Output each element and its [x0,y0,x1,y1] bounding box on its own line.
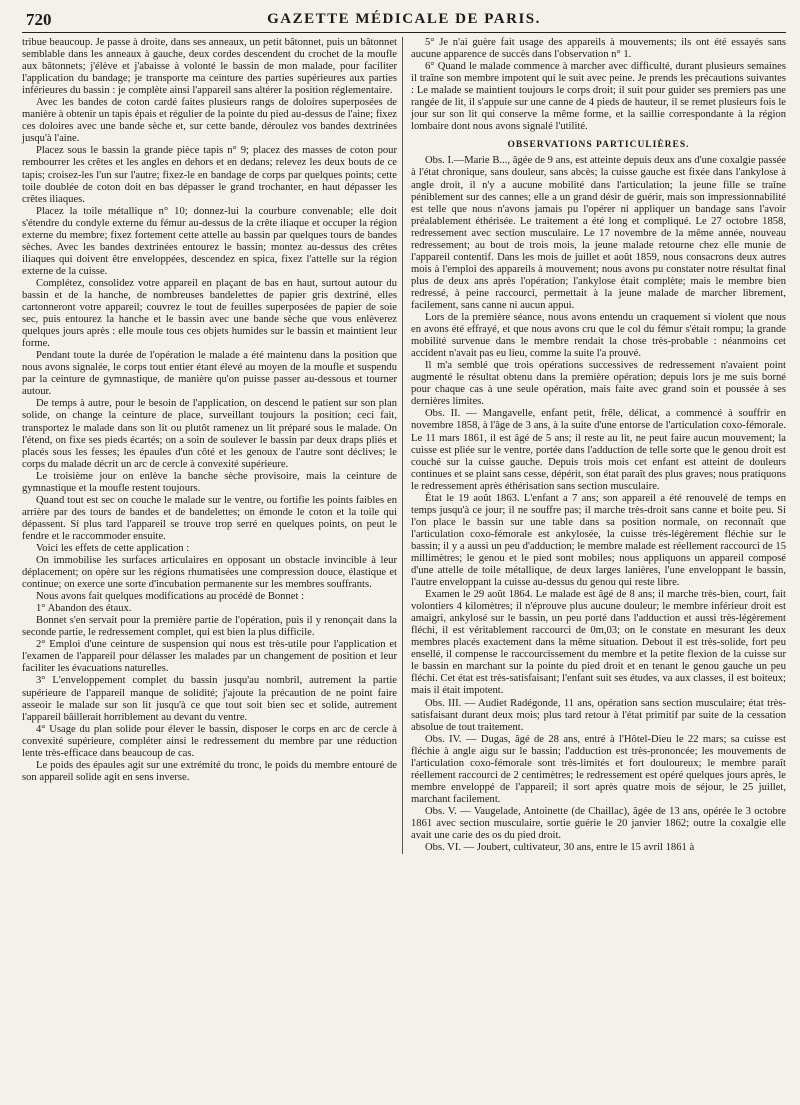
paragraph: 6° Quand le malade commence à marcher avec difficulté, durant plusieurs semaines il traîne son membre impotent qui le suit avec peine. Je prends les précautions suivantes : Le malade se maintient toujours le corps droit; il suit pour guider ses premiers pas une rangée de lit, il s'appuie sur une canne de 4 pieds de hauteur, il se remet plusieurs fois le jour sur son lit qui conserve la même forme, et la saillie correspondante à la région lombaire dont nous avons signalé l'utilité. [411,61,786,133]
paragraph: Nous avons fait quelques modifications au procédé de Bonnet : [36,591,305,603]
right-column [411,37,786,854]
observation-paragraph: Il m'a semblé que trois opérations successives de redressement n'avaient point augmenté le résultat obtenu dans la première opération; depuis lors je me suis borné pour chaque cas à une seule opération, mais faite avec grand soin et poussée à ses dernières limites. [411,360,786,408]
paragraph: Le poids des épaules agit sur une extrémité du tronc, le poids du membre entouré de son appareil solide agit en sens inverse. [22,759,397,783]
page-header [22,6,786,33]
paragraph: 2° Emploi d'une ceinture de suspension qui nous est très-utile pour l'application et l'examen de l'appareil pour délasser les malades par un changement de position et leur faciliter les évacuations naturelles. [22,639,397,675]
paragraph: De temps à autre, pour le besoin de l'application, on descend le patient sur son plan solide, on change la ceinture de place, surveillant toujours la position; ceci fait, transportez le malade dans son lit ou plutôt ramenez un lit préparé sous le malade. On l'étend, on fixe ses pieds écartés; on a soin de soulever le bassin par deux draps pliés et placés sous les fesses; les épaules d'un côté et les genoux de l'autre sont déclives; le corps du malade décrit un arc de cercle à convexité supérieure. [22,398,397,470]
journal-title: GAZETTE MÉDICALE DE PARIS. [267,11,541,27]
paragraph: Voici les effets de cette application : [36,542,190,554]
column-divider [402,37,403,854]
paragraph: Pendant toute la durée de l'opération le malade a été maintenu dans la position que nous avons signalée, le corps tout entier étant élevé au moyen de la moufle et suspendu par la ceinture de gymnastique, de manière qu'on puisse passer au-dessous et tourner autour. [22,350,397,398]
paragraph: Complétez, consolidez votre appareil en plaçant de bas en haut, surtout autour du bassin et de la hanche, de nombreuses bandelettes de papier gris dextriné, elles cartonneront votre appareil; couvrez le tout de feuilles superposées de papier de soie sec, puis entourez la hanche et le bassin avec une bande sèche que vous enlèverez quelques jours après : elle moule tous ces objets humides sur le bassin et maintient leur forme. [22,277,397,350]
paragraph: Quand tout est sec on couche le malade sur le ventre, ou fortifie les points faibles en arrière par des tours de bandes et de bandelettes; on émonde le coton et la toile qui dépassent. Si plus tard l'appareil se trouve trop serré en quelques points, on peut le fendre et le raccommoder ensuite. [22,494,397,542]
text-columns [22,33,786,854]
observations [411,155,786,854]
observation-paragraph: Obs. II. — Mangavelle, enfant petit, frêle, délicat, a commencé à souffrir en novembre 1858, à l'âge de 3 ans, à la suite d'une entorse de l'articulation coxo-fémorale. Le 11 mars 1861, il est âgé de 5 ans; il reste au lit, ne peut faire aucun mouvement; la cuisse est pliée sur le ventre, portée dans l'adduction de telle sorte que le genou droit est couché sur la cuisse gauche. Depuis trois mois cet enfant est atteint de douleurs continues et se plaint sans cesse, dépérit, son état paraît des plus graves; nous pratiquons le redressement après éthérisation sans section musculaire. [411,408,786,492]
paragraph: 5° Je n'ai guère fait usage des appareils à mouvements; ils ont été essayés sans aucune apparence de succès dans l'observation n° 1. [411,37,786,61]
observation-paragraph: Obs. I.—Marie B..., âgée de 9 ans, est atteinte depuis deux ans d'une coxalgie passée à l'état chronique, sans douleur, sans abcès; la cuisse gauche est fixée dans l'ankylose à angle droit, il n'y a aucune mobilité dans l'articulation; la jeune fille se traîne péniblement sur des cannes; elle a un grand désir de guérir, mais son impressionnabilité est telle que nous n'avons jamais pu l'opérer ni appliquer un bandage sans l'avoir préalablement éthérisée. Le traitement a été long et compliqué. Le 27 octobre 1858, redressement avec section musculaire. Le 17 novembre de la même année, nouveau redressement; au bout de trois mois, la jeune malade retourne chez elle munie de l'appareil contentif. Dans les mois de juillet et août 1859, nous consacrons deux autres mois à l'emploi des appareils à mouvement; nous avons pu constater notre résultat final plus de deux ans après l'opération; l'ankylose était complète; mais le membre bien redressé, à peine raccourci, permettait à la jeune malade de marcher librement, facilement, sans canne ni aucun appui. [411,155,786,311]
paragraph: Le troisième jour on enlève la banche sèche provisoire, mais la ceinture de gymnastique et la moufle restent toujours. [22,470,397,494]
observation-paragraph: État le 19 août 1863. L'enfant a 7 ans; son appareil a été renouvelé de temps en temps jusqu'à ce jour; il ne souffre pas; il marche très-droit sans canne et boite peu. Si l'on place le bassin sur une table dans sa position normale, on reconnaît que l'articulation coxo-fémorale est ankylosée, la cuisse très-légèrement fléchie sur le bassin; il y a aussi un peu d'adduction; le membre malade est réellement raccourci de 15 millimètres; le genou et le pied sont mobiles; nous appliquons un appareil composé d'une attelle de toile métallique, de deux larges lanières, l'une enveloppant le bassin, l'autre enveloppant la cuisse au-dessus du genou qui reste libre. [411,492,786,589]
paragraph: Avec les bandes de coton cardé faites plusieurs rangs de doloires superposées de manière à obtenir un tapis épais et régulier de la pointe du pied au-dessus de l'aine; fixez ces doloires avec une bande sèche et, sur cette bande, déroulez vos bandes dextrinées jusqu'à l'aine. [22,97,397,145]
paragraph: 1° Abandon des étaux. [36,603,132,615]
paragraph: 3° L'enveloppement complet du bassin jusqu'au nombril, autrement la partie supérieure de l'appareil manque de solidité; j'ajoute la précaution de ne point faire asseoir le malade sur son lit jusqu'à ce que tout soit bien sec et solide, autrement l'appareil bâillerait horriblement au devant du ventre. [22,675,397,723]
paragraph: tribue beaucoup. Je passe à droite, dans ses anneaux, un petit bâtonnet, puis un bâtonnet semblable dans les anneaux à gauche, deux cordes descendent du crochet de la moufle aux bâtonnets; j'élève et j'abaisse à volonté le bassin de mon malade, pour faciliter l'application du bandage; je transporte ma ceinture des parties supérieures aux parties inférieures du bassin : je complète ainsi l'appareil sans altérer la position réglementaire. [22,37,397,97]
paragraph: Bonnet s'en servait pour la première partie de l'opération, puis il y renonçait dans la seconde partie, le redressement complet, qui est bien la plus difficile. [22,615,397,639]
observation-paragraph: Obs. VI. — Joubert, cultivateur, 30 ans, entre le 15 avril 1861 à [425,842,695,854]
paragraph: On immobilise les surfaces articulaires en opposant un obstacle invincible à leur déplacement; on opère sur les régions rhumatisées une compression douce, élastique et continue; on exerce une sorte d'incubation permanente sur les membres souffrants. [22,555,397,591]
page-number: 720 [26,10,52,29]
paragraph: Placez la toile métallique n° 10; donnez-lui la courbure convenable; elle doit s'étendre du condyle externe du fémur au-dessus de la crête iliaque et occuper la région externe du membre; fixez fortement cette attelle au bassin par quelques tours de bandes sèches. Avec les bandes dextrinées entourez le bassin; montez au-dessus des crêtes iliaques qui doivent être enveloppées, descendez en spica, fixez l'attelle sur la région externe de la cuisse. [22,205,397,277]
observation-paragraph: Obs. IV. — Dugas, âgé de 28 ans, entré à l'Hôtel-Dieu le 22 mars; sa cuisse est fléchie à angle aigu sur le bassin; l'adduction est très-prononcée; les mouvements de l'articulation coxo-fémorale sont très-limités et fort douloureux; le membre paraît réellement raccourci de 2 centimètres; le redressement est opéré quelques jours après, le membre enveloppé de l'appareil; il sort après quatre mois de séjour, le 25 juillet, marchant facilement. [411,733,786,805]
paragraph: Placez sous le bassin la grande pièce tapis n° 9; placez des masses de coton pour rembourrer les crêtes et les angles en dehors et en dedans; relevez les deux bouts de ce tapis; croisez-les l'un sur l'autre; fixez-le en bandage de corps par quelques points; cette toile doublée de coton doit en bas dépasser le grand trochanter, en haut dépasser les crêtes iliaques. [22,145,397,205]
observation-paragraph: Obs. III. — Audiet Radégonde, 11 ans, opération sans section musculaire; état très-satisfaisant durant deux mois; plus tard retour à l'état primitif par suite de la cessation absolue de tout traitement. [411,697,786,733]
paragraph: 4° Usage du plan solide pour élever le bassin, disposer le corps en arc de cercle à convexité supérieure, compléter ainsi le redressement du membre par une réduction lente très-efficace dans beaucoup de cas. [22,723,397,759]
observation-paragraph: Obs. V. — Vaugelade, Antoinette (de Chaillac), âgée de 13 ans, opérée le 3 octobre 1861 avec section musculaire, sortie guérie le 20 janvier 1862; outre la coxalgie elle avait une carie des os du pied droit. [411,805,786,842]
right-column-intro [411,37,786,133]
observation-paragraph: Lors de la première séance, nous avons entendu un craquement si violent que nous en avons été effrayé, et que nous avons cru que le col du fémur s'était rompu; la grande mobilité survenue dans le membre rendait la chose très-probable : néanmoins cet accident n'avait pas eu lieu, comme la suite l'a prouvé. [411,312,786,360]
section-heading: OBSERVATIONS PARTICULIÈRES. [507,140,690,151]
observation-paragraph: Examen le 29 août 1864. Le malade est âgé de 8 ans; il marche très-bien, court, fait volontiers 4 kilomètres; il n'éprouve plus aucune douleur; le membre inférieur droit est amaigri, ankylosé sur le bassin, un peu porté dans l'adduction et aussi très-légèrement fléchi, il est véritablement raccourci de 0m,03; on le constate en mesurant les deux membres placés exactement dans la même situation. Debout il est très-solide, fort peu ensellé, il compense le raccourcissement du membre et la petite flexion de la cuisse sur le bassin en marchant sur la pointe du pied droit et en tenant le genou gauche un peu fléchi. Cet état est très-satisfaisant; l'enfant suit ses études, va aux classes, il est boiteux; mais il était impotent. [411,589,786,697]
left-column [22,37,397,854]
